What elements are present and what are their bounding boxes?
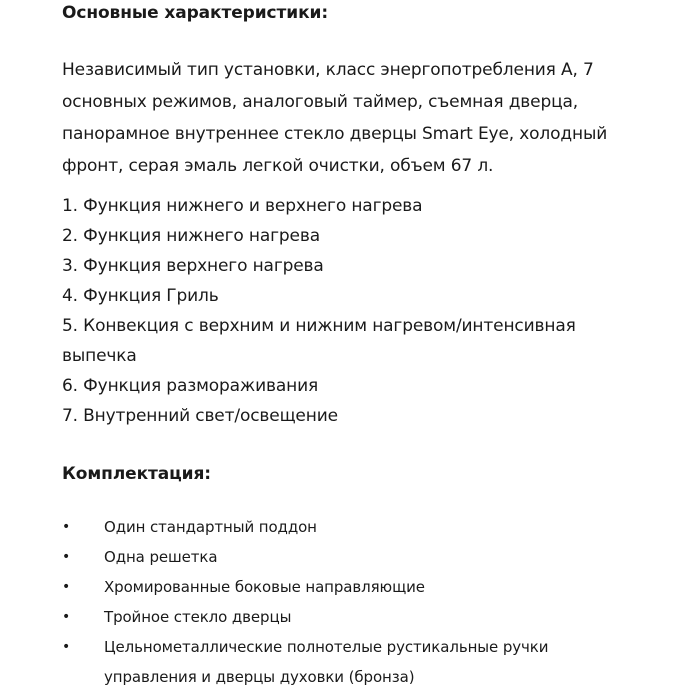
- description-line: основных режимов, аналоговый таймер, съемная дверца,: [62, 92, 579, 112]
- kit-heading: Комплектация:: [62, 464, 211, 484]
- description-line: фронт, серая эмаль легкой очистки, объем 67 л.: [62, 156, 494, 176]
- kit-item: [62, 512, 662, 542]
- kit-item-line: Тройное стекло дверцы: [104, 608, 292, 626]
- kit-item-text: [104, 602, 662, 632]
- modes-list: [62, 191, 662, 431]
- kit-item-text: [104, 572, 662, 602]
- bullet-icon: •: [62, 519, 71, 535]
- mode-item: 1. Функция нижнего и верхнего нагрева: [62, 196, 423, 216]
- kit-item-line: Одна решетка: [104, 548, 218, 566]
- kit-item: [62, 572, 662, 602]
- kit-item: [62, 632, 662, 692]
- kit-item-text: [104, 512, 662, 542]
- kit-item-line: Один стандартный поддон: [104, 518, 317, 536]
- kit-item-text: [104, 632, 662, 692]
- main-characteristics-heading: Основные характеристики:: [62, 3, 329, 23]
- kit-item-line: управления и дверцы духовки (бронза): [104, 668, 415, 686]
- description-paragraph: [62, 54, 662, 182]
- kit-item-text: [104, 542, 662, 572]
- description-line: Независимый тип установки, класс энергопотребления А, 7: [62, 60, 594, 80]
- kit-item: [62, 542, 662, 572]
- mode-item: 2. Функция нижнего нагрева: [62, 226, 320, 246]
- bullet-icon: •: [62, 639, 71, 655]
- mode-item: 3. Функция верхнего нагрева: [62, 256, 324, 276]
- description-line: панорамное внутреннее стекло дверцы Smart Eye, холодный: [62, 124, 608, 144]
- kit-list: [62, 512, 662, 692]
- bullet-icon: •: [62, 579, 71, 595]
- mode-item: выпечка: [62, 346, 137, 366]
- bullet-icon: •: [62, 549, 71, 565]
- bullet-icon: •: [62, 609, 71, 625]
- kit-item-line: Цельнометаллические полнотелые рустикальные ручки: [104, 638, 549, 656]
- kit-item: [62, 602, 662, 632]
- mode-item: 5. Конвекция с верхним и нижним нагревом/интенсивная: [62, 316, 576, 336]
- mode-item: 4. Функция Гриль: [62, 286, 219, 306]
- mode-item: 6. Функция размораживания: [62, 376, 319, 396]
- kit-item-line: Хромированные боковые направляющие: [104, 578, 425, 596]
- mode-item: 7. Внутренний свет/освещение: [62, 406, 338, 426]
